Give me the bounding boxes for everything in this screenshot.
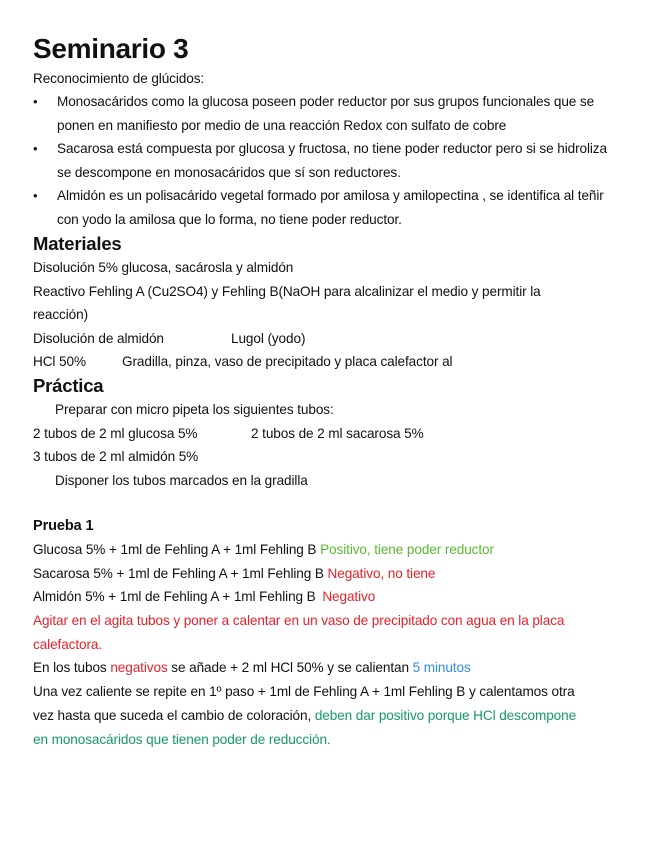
materiales-line: reacción) [33, 307, 89, 322]
bullet-marker: • [33, 188, 38, 203]
agitar-line: Agitar en el agita tubos y poner a calentar en un vaso de precipitado con agua en la placa [33, 613, 565, 628]
practica-line: Preparar con micro pipeta los siguientes tubos: [55, 402, 334, 417]
materiales-line: Disolución de almidón [33, 331, 164, 346]
prueba-heading: Prueba 1 [33, 518, 94, 534]
prueba-text: Sacarosa 5% + 1ml de Fehling A + 1ml Fehling B [33, 566, 324, 581]
bullet-item: Almidón es un polisacárido vegetal formado por amilosa y amilopectina , se identifica al teñir con yodo la amilosa que lo forma, no tiene poder reductor. [57, 188, 604, 227]
final-line: Una vez caliente se repite en 1º paso + 1ml de Fehling A + 1ml Fehling B y calentamos otra [33, 684, 575, 699]
bullet-marker: • [33, 94, 38, 109]
bullet-marker: • [33, 141, 38, 156]
bullet-item: Sacarosa está compuesta por glucosa y fructosa, no tiene poder reductor pero si se hidroliza se descompone en monosacáridos que sí son reductores. [57, 141, 607, 180]
page-title: Seminario 3 [33, 33, 189, 64]
materiales-heading: Materiales [33, 233, 122, 254]
tubos-negativos: negativos [110, 660, 168, 675]
result-negative: Negativo [322, 589, 376, 604]
intro-text: Reconocimiento de glúcidos: [33, 71, 205, 86]
practica-line: 2 tubos de 2 ml sacarosa 5% [251, 426, 424, 441]
practica-line: Disponer los tubos marcados en la gradilla [55, 473, 308, 488]
practica-heading: Práctica [33, 375, 104, 396]
result-positive: Positivo, tiene poder reductor [320, 542, 494, 557]
materiales-line: Reactivo Fehling A (Cu2SO4) y Fehling B(NaOH para alcalinizar el medio y permitir la [33, 284, 541, 299]
tubos-text: En los tubos [33, 660, 107, 675]
tubos-time: 5 minutos [412, 660, 471, 675]
prueba-text: Glucosa 5% + 1ml de Fehling A + 1ml Fehling B [33, 542, 317, 557]
prueba-line-glucosa [33, 542, 494, 557]
result-negative: Negativo, no tiene [327, 566, 436, 581]
materiales-line: Lugol (yodo) [231, 331, 306, 346]
materiales-line: Gradilla, pinza, vaso de precipitado y placa calefactor al [122, 354, 453, 369]
tubos-text: se añade + 2 ml HCl 50% y se calientan [171, 660, 409, 675]
practica-line: 3 tubos de 2 ml almidón 5% [33, 449, 199, 464]
final-note-line: en monosacáridos que tienen poder de reducción. [33, 732, 331, 747]
prueba-text: Almidón 5% + 1ml de Fehling A + 1ml Fehling B [33, 589, 316, 604]
final-text: vez hasta que suceda el cambio de coloración, [33, 708, 312, 723]
prueba-line-sacarosa [33, 566, 435, 581]
materiales-line: Disolución 5% glucosa, sacárosla y almidón [33, 260, 294, 275]
final-note: deben dar positivo porque HCl descompone [314, 708, 577, 723]
practica-line: 2 tubos de 2 ml glucosa 5% [33, 426, 198, 441]
bullet-item: Monosacáridos como la glucosa poseen poder reductor por sus grupos funcionales que se ponen en manifiesto por medio de una reacción Redox con sulfato de cobre [57, 94, 595, 133]
final-line [33, 708, 576, 723]
prueba-line-almidon [33, 589, 375, 604]
agitar-line: calefactora. [33, 637, 103, 652]
tubos-line [33, 660, 471, 675]
materiales-line: HCl 50% [33, 354, 86, 369]
